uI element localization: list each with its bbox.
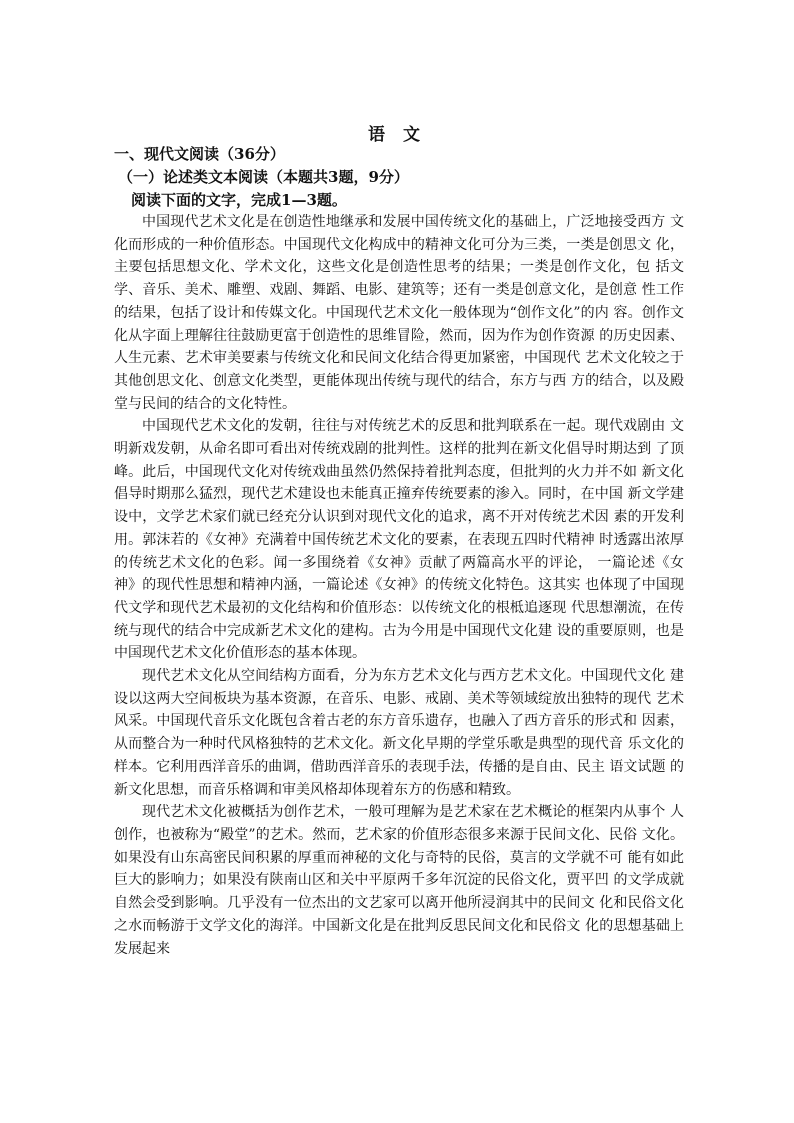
reading-passage (114, 211, 684, 960)
passage-paragraph-2: 中国现代艺术文化的发朝，往往与对传统艺术的反思和批判联系在一起。现代戏剧由 文明新戏发朝，从命名即可看出对传统戏剧的批判性。这样的批判在新文化倡导时期达到 了顶峰。此后，中国现代文化对传统戏曲虽然仍然保持着批判态度，但批判的火力并不如 新文化倡导时期那么猛烈，现代艺术建设也未能真正撞弃传统要素的渗入。同时，在中国 新文学建设中，文学艺术家们就已经充分认识到对现代文化的追求，离不开对传统艺术因 素的开发利用。郭沫若的《女神》充满着中国传统艺术文化的要素，在表现五四时代精神 时透露出浓厚的传统艺术文化的色彩。闻一多围绕着《女神》贡献了两篇高水平的评论， 一篇论述《女神》的现代性思想和精神内涵，一篇论述《女神》的传统文化特色。这其实 也体现了中国现代文学和现代艺术最初的文化结构和价值形态：以传统文化的根柢追逐现 代思想潮流，在传统与现代的结合中完成新艺术文化的建构。古为今用是中国现代文化建 设的重要原则，也是中国现代艺术文化价值形态的基本体现。 (114, 418, 684, 662)
passage-paragraph-4: 现代艺术文化被概括为创作艺术，一般可理解为是艺术家在艺术概论的框架内从事个 人创作，也被称为“殿堂”的艺术。然而，艺术家的价值形态很多来源于民间文化、民俗 文化。如果没有山东高密民间积累的厚重而神秘的文化与奇特的民俗，莫言的文学就不可 能有如此巨大的影响力；如果没有陕南山区和关中平原两千多年沉淀的民俗文化，贾平凹 的文学成就自然会受到影响。几乎没有一位杰出的文艺家可以离开他所浸润其中的民间文 化和民俗文化之水而畅游于文学文化的海洋。中国新文化是在批判反思民间文化和民俗文 化的思想基础上发展起来 (114, 804, 684, 957)
section-heading: 一、现代文阅读（36分） (114, 145, 285, 163)
reading-instruction: 阅读下面的文字，完成1—3题。 (131, 191, 347, 209)
page-title: 语 文 (368, 125, 426, 145)
subsection-heading: （一）论述类文本阅读（本题共3题，9分） (118, 168, 409, 186)
passage-paragraph-3: 现代艺术文化从空间结构方面看，分为东方艺术文化与西方艺术文化。中国现代文化 建设以这两大空间板块为基本资源，在音乐、电影、戒剧、美术等领域绽放出独特的现代 艺术风采。中国现代音乐文化既包含着古老的东方音乐遗存，也融入了西方音乐的形式和 因素，从而整合为一种时代风格独特的艺术文化。新文化早期的学堂乐歌是典型的现代音 乐文化的样本。它利用西洋音乐的曲调，借助西洋音乐的表现手法，传播的是自由、民主 语文试题 的新文化思想，而音乐格调和审美风格却体现着东方的伤感和精致。 (114, 668, 684, 798)
passage-paragraph-1: 中国现代艺术文化是在创造性地继承和发展中国传统文化的基础上，广泛地接受西方 文化而形成的一种价值形态。中国现代文化构成中的精神文化可分为三类，一类是创思文 化，主要包括思想文化、学术文化，这些文化是创造性思考的结果；一类是创作文化，包 括文学、音乐、美术、雕塑、戏剧、舞蹈、电影、建筑等；还有一类是创意文化，是创意 性工作的结果，包括了设计和传媒文化。中国现代艺术文化一般体现为“创作文化”的内 容。创作文化从字面上理解往往鼓励更富于创造性的思维冒险，然而，因为作为创作资源 的历史因素、人生元素、艺术审美要素与传统文化和民间文化结合得更加紧密，中国现代 艺术文化较之于其他创思文化、创意文化类型，更能体现出传统与现代的结合，东方与西 方的结合，以及殿堂与民间的结合的文化特性。 (114, 214, 684, 412)
